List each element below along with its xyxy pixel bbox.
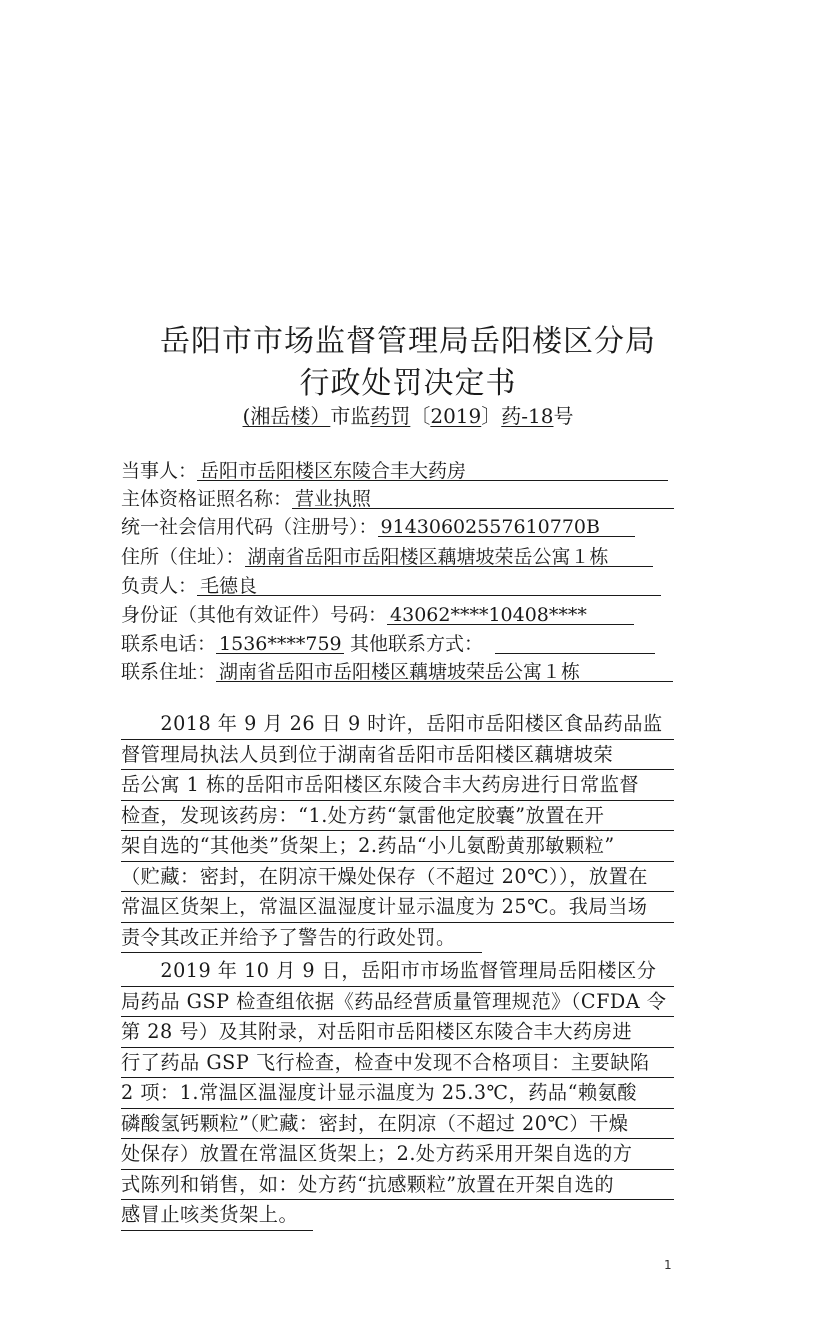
field-credit-code — [121, 514, 635, 540]
document-number — [0, 402, 816, 430]
paragraph-line: 式陈列和销售，如：处方药“抗感颗粒”放置在开架自选的 — [121, 1170, 674, 1201]
field-value: 营业执照 — [292, 486, 674, 509]
paragraph-line: 磷酸氢钙颗粒”（贮藏：密封，在阴凉（不超过 20℃）干燥 — [121, 1109, 674, 1140]
field-license-name — [121, 486, 674, 512]
paragraph-line: 2 项：1.常温区温湿度计显示温度为 25.3℃，药品“赖氨酸 — [121, 1078, 674, 1109]
doc-number-agency: 市监 — [330, 404, 371, 428]
field-label: 负责人： — [121, 575, 198, 597]
issuer-title: 岳阳市市场监督管理局岳阳楼区分局 — [160, 324, 656, 359]
paragraph-line: 架自选的“其他类”货架上；2.药品“小儿氨酚黄那敏颗粒” — [121, 831, 674, 862]
document-title: 行政处罚决定书 — [299, 366, 517, 401]
field-address — [121, 544, 653, 570]
paragraph-line: 行了药品 GSP 飞行检查，检查中发现不合格项目：主要缺陷 — [121, 1048, 674, 1079]
field-label: 主体资格证照名称： — [121, 488, 293, 510]
field-value: 43062****10408**** — [387, 602, 634, 625]
field-phone — [121, 631, 655, 657]
paragraph-line: 局药品 GSP 检查组依据《药品经营质量管理规范》（CFDA 令 — [121, 987, 674, 1018]
paragraph-line: 感冒止咳类货架上。 — [121, 1200, 313, 1231]
doc-number-type: 药罚 — [370, 404, 411, 428]
field-label: 统一社会信用代码（注册号）： — [121, 516, 378, 538]
field-value: 湖南省岳阳市岳阳楼区藕塘坡荣岳公寓１栋 — [216, 659, 673, 682]
field-label: 当事人： — [121, 460, 198, 482]
paragraph-line: 检查，发现该药房：“1.处方药“氯雷他定胶囊”放置在开 — [121, 801, 674, 832]
field-label: 联系电话： — [121, 633, 217, 655]
doc-number-bracket-close: 〕 — [481, 404, 502, 428]
paragraph-line: 岳公寓 1 栋的岳阳市岳阳楼区东陵合丰大药房进行日常监督 — [121, 770, 674, 801]
field-contact-address — [121, 659, 673, 685]
doc-number-year: 2019 — [430, 404, 482, 428]
field-label: 联系住址： — [121, 661, 217, 683]
field-responsible — [121, 573, 661, 599]
field-value: 湖南省岳阳市岳阳楼区藕塘坡荣岳公寓１栋 — [245, 544, 653, 567]
field-party — [121, 458, 668, 484]
doc-number-prefix: (湘岳楼） — [242, 404, 331, 428]
paragraph-line: 督管理局执法人员到位于湖南省岳阳市岳阳楼区藕塘坡荣 — [121, 740, 674, 771]
field-label-other-contact: 其他联系方式： — [350, 633, 484, 655]
paragraph-line: 2019 年 10 月 9 日，岳阳市市场监督管理局岳阳楼区分 — [121, 956, 674, 987]
field-label: 身份证（其他有效证件）号码： — [121, 604, 388, 626]
paragraph-gsp-inspection — [121, 956, 674, 1231]
field-value: 毛德良 — [197, 573, 661, 596]
paragraph-line: 常温区货架上，常温区温湿度计显示温度为 25℃。我局当场 — [121, 892, 674, 923]
doc-number-serial: 药-18 — [501, 404, 554, 428]
field-value: 91430602557610770B — [378, 514, 635, 537]
field-value: 1536****759 — [216, 631, 344, 654]
field-value: 岳阳市岳阳楼区东陵合丰大药房 — [197, 458, 668, 481]
page-number: 1 — [664, 1258, 672, 1272]
paragraph-daily-inspection — [121, 709, 674, 953]
paragraph-line: 第 28 号）及其附录，对岳阳市岳阳楼区东陵合丰大药房进 — [121, 1017, 674, 1048]
paragraph-line: 处保存）放置在常温区货架上；2.处方药采用开架自选的方 — [121, 1139, 674, 1170]
doc-number-bracket-open: 〔 — [410, 404, 431, 428]
field-value-other-contact — [495, 631, 655, 654]
paragraph-line: 责令其改正并给予了警告的行政处罚。 — [121, 923, 482, 954]
paragraph-line: （贮藏：密封，在阴凉干燥处保存（不超过 20℃）），放置在 — [121, 862, 674, 893]
doc-number-suffix: 号 — [553, 404, 574, 428]
field-label: 住所（住址）： — [121, 546, 245, 568]
paragraph-line: 2018 年 9 月 26 日 9 时许，岳阳市岳阳楼区食品药品监 — [121, 709, 674, 740]
field-id-number — [121, 602, 634, 628]
